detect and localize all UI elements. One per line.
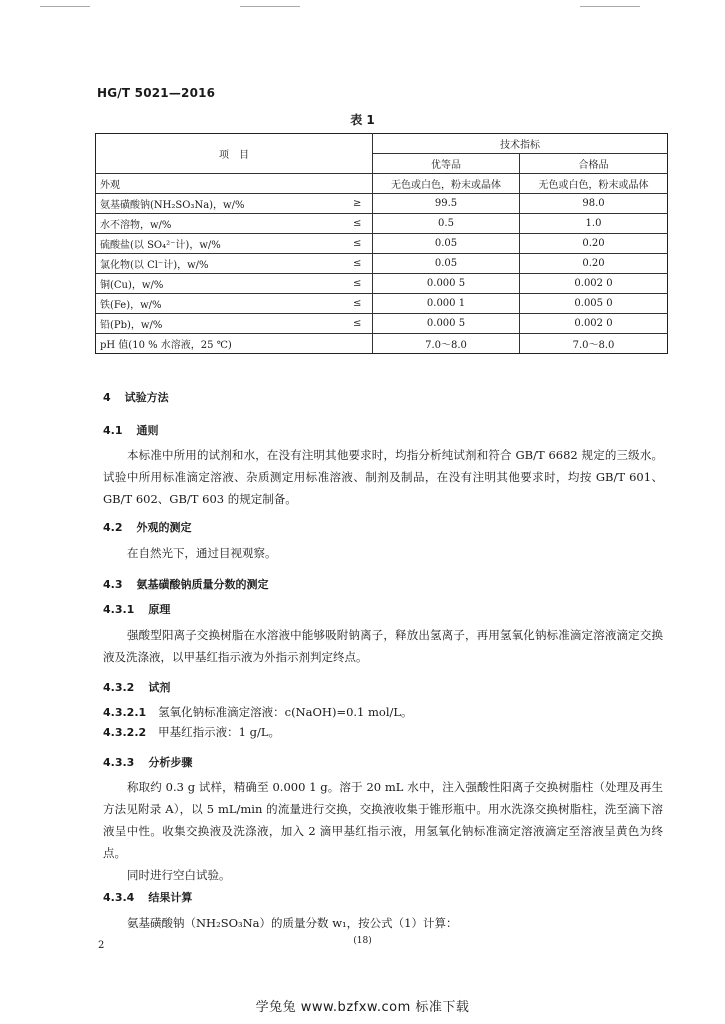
row-item-label: pH 值(10 % 水溶液，25 ℃): [96, 334, 343, 354]
row-premium-value: 0.000 5: [373, 314, 520, 334]
row-operator: ≤: [343, 294, 373, 314]
section-4-3-1-text: 强酸型阳离子交换树脂在水溶液中能够吸附钠离子，释放出氢离子，再用氢氧化钠标准滴定溶液滴定交换液及洗涤液，以甲基红指示液为外指示剂判定终点。: [103, 628, 663, 664]
row-qualified-value: 0.005 0: [520, 294, 668, 314]
item-header: 项 目: [96, 134, 373, 174]
grade-header-premium: 优等品: [373, 154, 520, 174]
section-4-3-3-text: 称取约 0.3 g 试样，精确至 0.000 1 g。溶于 20 mL 水中，注入强酸性阳离子交换树脂柱（处理及再生方法见附录 A），以 5 mL/min 的流量进行交换，交换液收集于锥形瓶中。用水洗涤交换树脂柱，洗至滴下溶液呈中性。收集交换液及洗涤液，加入 2 滴甲基红指示液，用氢氧化钠标准滴定溶液滴定至溶液呈黄色为终点。 同时进行空白试验。: [103, 780, 663, 882]
row-qualified-value: 0.002 0: [520, 274, 668, 294]
spec-table: [95, 133, 668, 354]
section-4-3-4-text: 氨基磺酸钠（NH₂SO₃Na）的质量分数 w₁，按公式（1）计算：: [127, 916, 458, 930]
table-row: [96, 194, 668, 214]
row-item-label: 硫酸盐(以 SO₄²⁻计)，w/%: [96, 234, 343, 254]
section-4: 4 试验方法: [103, 391, 169, 404]
section-4-1: 4.1 通则: [103, 424, 159, 437]
row-item-label: 氯化物(以 Cl⁻计)，w/%: [96, 254, 343, 274]
section-4-3-2: 4.3.2 试剂: [103, 681, 171, 694]
section-4-3: 4.3 氨基磺酸钠质量分数的测定: [103, 578, 269, 591]
row-operator: [343, 174, 373, 194]
row-item-label: 水不溶物，w/%: [96, 214, 343, 234]
row-premium-value: 无色或白色，粉末或晶体: [373, 174, 520, 194]
table-row: [96, 314, 668, 334]
row-qualified-value: 无色或白色，粉末或晶体: [520, 174, 668, 194]
standard-code: HG/T 5021—2016: [97, 86, 216, 100]
footer-watermark: 学兔兔 www.bzfxw.com 标准下载: [255, 1000, 470, 1015]
spec-header: 技术指标: [373, 134, 668, 154]
row-premium-value: 0.000 1: [373, 294, 520, 314]
table-row: [96, 234, 668, 254]
row-premium-value: 0.05: [373, 234, 520, 254]
section-4-1-text: 本标准中所用的试剂和水，在没有注明其他要求时，均指分析纯试剂和符合 GB/T 6682 规定的三级水。试验中所用标准滴定溶液、杂质测定用标准溶液、制剂及制品，在没有注明其他要求时，均按 GB/T 601、GB/T 602、GB/T 603 的规定制备。: [103, 448, 663, 506]
section-4-3-3: 4.3.3 分析步骤: [103, 756, 193, 769]
row-item-label: 铜(Cu)，w/%: [96, 274, 343, 294]
row-premium-value: 0.05: [373, 254, 520, 274]
row-qualified-value: 0.20: [520, 254, 668, 274]
row-operator: ≤: [343, 274, 373, 294]
row-item-label: 铅(Pb)，w/%: [96, 314, 343, 334]
row-item-label: 外观: [96, 174, 343, 194]
table-row: [96, 334, 668, 354]
table-caption: 表 1: [350, 113, 375, 127]
section-4-2: 4.2 外观的测定: [103, 521, 192, 534]
row-item-label: 铁(Fe)，w/%: [96, 294, 343, 314]
section-4-3-2-2: 4.3.2.2 甲基红指示液：1 g/L。: [103, 725, 281, 739]
row-qualified-value: 98.0: [520, 194, 668, 214]
section-4-3-4: 4.3.4 结果计算: [103, 891, 193, 904]
table-row: [96, 214, 668, 234]
row-premium-value: 99.5: [373, 194, 520, 214]
row-qualified-value: 0.002 0: [520, 314, 668, 334]
row-premium-value: 7.0～8.0: [373, 334, 520, 354]
row-operator: ≤: [343, 254, 373, 274]
table-row: [96, 274, 668, 294]
row-qualified-value: 7.0～8.0: [520, 334, 668, 354]
section-4-2-text: 在自然光下，通过目视观察。: [127, 546, 277, 560]
row-premium-value: 0.5: [373, 214, 520, 234]
row-item-label: 氨基磺酸钠(NH₂SO₃Na)，w/%: [96, 194, 343, 214]
table-row: [96, 294, 668, 314]
row-qualified-value: 1.0: [520, 214, 668, 234]
page-number: 2: [98, 940, 105, 951]
row-qualified-value: 0.20: [520, 234, 668, 254]
row-operator: [343, 334, 373, 354]
scan-mark: [40, 6, 90, 7]
section-4-3-1: 4.3.1 原理: [103, 603, 171, 616]
scan-mark: [240, 6, 300, 7]
page-center-mark: (18): [353, 936, 372, 946]
row-operator: ≤: [343, 234, 373, 254]
row-operator: ≤: [343, 314, 373, 334]
scan-mark: [580, 6, 640, 7]
row-operator: ≥: [343, 194, 373, 214]
table-row: [96, 174, 668, 194]
grade-header-qualified: 合格品: [520, 154, 668, 174]
row-premium-value: 0.000 5: [373, 274, 520, 294]
table-row: [96, 254, 668, 274]
row-operator: ≤: [343, 214, 373, 234]
section-4-3-2-1: 4.3.2.1 氢氧化钠标准滴定溶液：c(NaOH)=0.1 mol/L。: [103, 705, 413, 719]
